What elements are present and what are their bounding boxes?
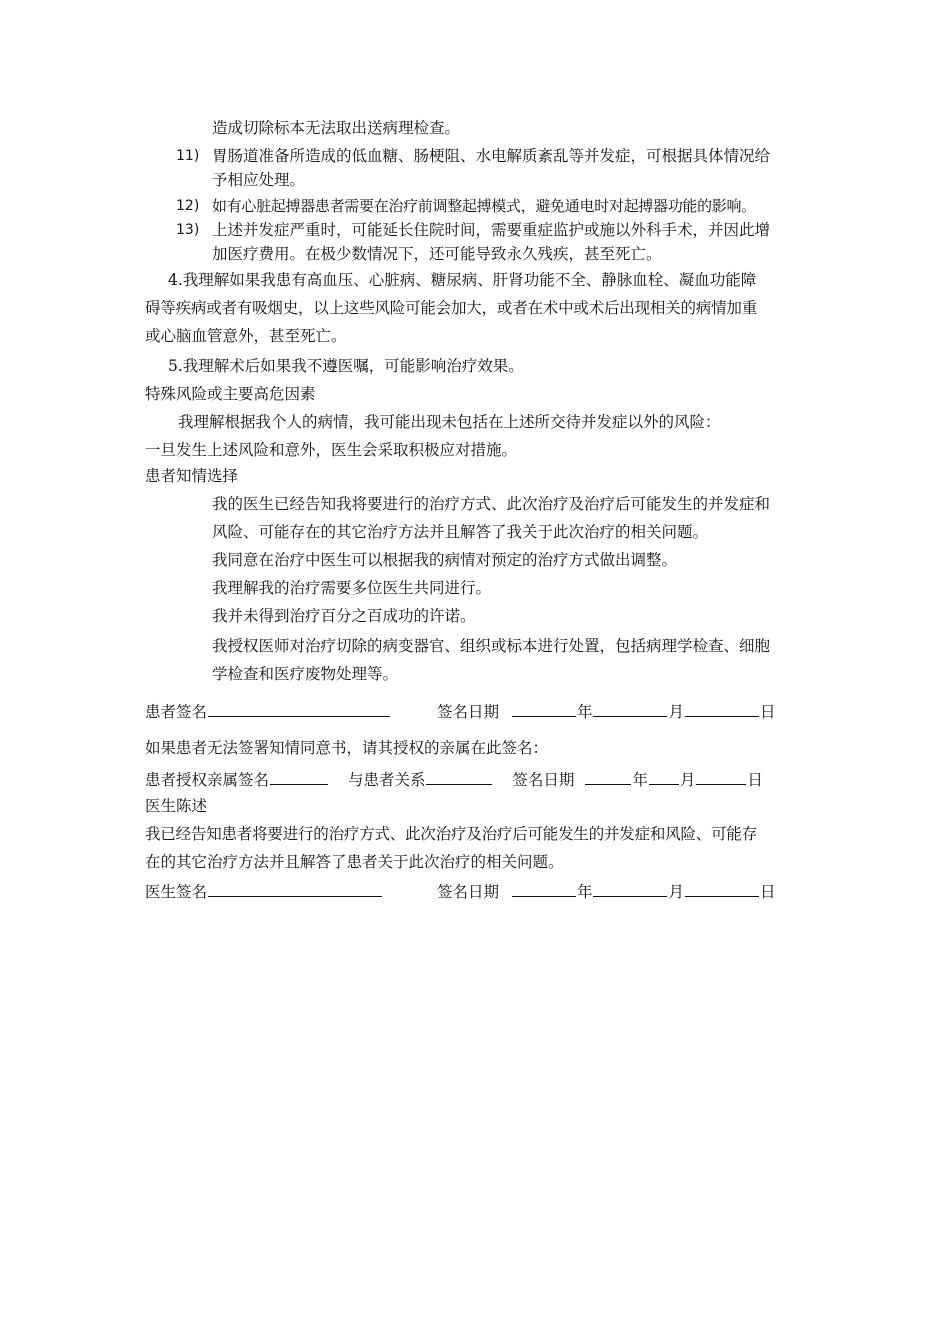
list-item-13-line1: 上述并发症严重时，可能延长住院时间，需要重症监护或施以外科手术，并因此增 [212, 221, 771, 239]
special-risk-line1: 我理解根据我个人的病情，我可能出现未包括在上述所交待并发症以外的风险： [178, 413, 721, 431]
para-4-line2: 碍等疾病或者有吸烟史，以上这些风险可能会加大，或者在术中或术后出现相关的病情加重 [145, 299, 758, 317]
para-5: 5.我理解术后如果我不遵医嘱，可能影响治疗效果。 [168, 357, 524, 375]
relative-signature-label: 患者授权亲属签名 [145, 771, 270, 789]
patient-date-year-label: 年 [576, 703, 593, 721]
relative-intro: 如果患者无法签署知情同意书，请其授权的亲属在此签名： [145, 739, 549, 757]
patient-choice-1-line1: 我的医生已经告知我将要进行的治疗方式、此次治疗及治疗后可能发生的并发症和 [212, 495, 771, 513]
patient-signature-field[interactable] [208, 700, 390, 717]
patient-date-month-label: 月 [668, 703, 684, 721]
doctor-date-year-field[interactable] [512, 880, 576, 897]
para-4-line1: 4.我理解如果我患有高血压、心脏病、糖尿病、肝肾功能不全、静脉血栓、凝血功能障 [168, 271, 757, 289]
patient-choice-heading: 患者知情选择 [145, 467, 239, 485]
para-4-line3: 或心脑血管意外，甚至死亡。 [145, 327, 347, 345]
relative-date-month-label: 月 [679, 771, 696, 789]
list-item-11-line1: 胃肠道准备所造成的低血糖、肠梗阻、水电解质紊乱等并发症，可根据具体情况给 [212, 147, 771, 165]
doctor-date-month-field[interactable] [593, 880, 667, 897]
special-risk-line2: 一旦发生上述风险和意外，医生会采取积极应对措施。 [145, 441, 518, 459]
list-item-13-number: 13) [176, 222, 200, 238]
relative-date-year-field[interactable] [585, 768, 631, 785]
relation-field[interactable] [426, 768, 492, 785]
list-item-12-number: 12) [176, 198, 200, 214]
doctor-date-year-label: 年 [576, 883, 593, 901]
doctor-statement-heading: 医生陈述 [145, 797, 208, 815]
doctor-date-day-field[interactable] [685, 880, 759, 897]
patient-date-row [437, 700, 776, 722]
relative-signature-row [145, 768, 763, 790]
patient-choice-1-line2: 风险、可能存在的其它治疗方法并且解答了我关于此次治疗的相关问题。 [212, 523, 709, 541]
patient-choice-2: 我同意在治疗中医生可以根据我的病情对预定的治疗方式做出调整。 [212, 551, 678, 569]
patient-date-year-field[interactable] [512, 700, 576, 717]
special-risk-heading: 特殊风险或主要高危因素 [145, 385, 316, 403]
doctor-signature-row [145, 880, 383, 902]
relation-label: 与患者关系 [347, 771, 426, 789]
patient-choice-5-line1: 我授权医师对治疗切除的病变器官、组织或标本进行处置，包括病理学检查、细胞 [212, 637, 771, 655]
list-item-11-number: 11) [176, 148, 200, 164]
relative-signature-field[interactable] [270, 768, 328, 785]
relative-date-month-field[interactable] [649, 768, 679, 785]
relative-date-year-label: 年 [632, 771, 648, 789]
relative-date-day-field[interactable] [696, 768, 746, 785]
list-item-13-line2: 加医疗费用。在极少数情况下，还可能导致永久残疾，甚至死亡。 [212, 245, 662, 263]
doctor-statement-line2: 在的其它治疗方法并且解答了患者关于此次治疗的相关问题。 [145, 853, 564, 871]
patient-date-label: 签名日期 [437, 703, 500, 721]
doctor-date-label: 签名日期 [437, 883, 500, 901]
list-item-11-line2: 予相应处理。 [212, 171, 306, 189]
patient-date-day-field[interactable] [685, 700, 759, 717]
patient-choice-4: 我并未得到治疗百分之百成功的许诺。 [212, 607, 476, 625]
doctor-date-month-label: 月 [668, 883, 684, 901]
patient-signature-label: 患者签名 [145, 703, 208, 721]
doctor-signature-field[interactable] [208, 880, 382, 897]
doctor-date-day-label: 日 [759, 883, 776, 901]
patient-signature-row [145, 700, 391, 722]
patient-date-day-label: 日 [759, 703, 776, 721]
relative-date-day-label: 日 [747, 771, 763, 789]
doctor-statement-line1: 我已经告知患者将要进行的治疗方式、此次治疗及治疗后可能发生的并发症和风险、可能存 [145, 825, 758, 843]
list-item-12-line1: 如有心脏起搏器患者需要在治疗前调整起搏模式，避免通电时对起搏器功能的影响。 [212, 197, 756, 215]
relative-date-label: 签名日期 [512, 771, 575, 789]
list-item-10-continued: 造成切除标本无法取出送病理检查。 [212, 119, 461, 137]
doctor-date-row [437, 880, 776, 902]
patient-choice-3: 我理解我的治疗需要多位医生共同进行。 [212, 579, 492, 597]
patient-choice-5-line2: 学检查和医疗废物处理等。 [212, 665, 399, 683]
patient-date-month-field[interactable] [593, 700, 667, 717]
doctor-signature-label: 医生签名 [145, 883, 208, 901]
